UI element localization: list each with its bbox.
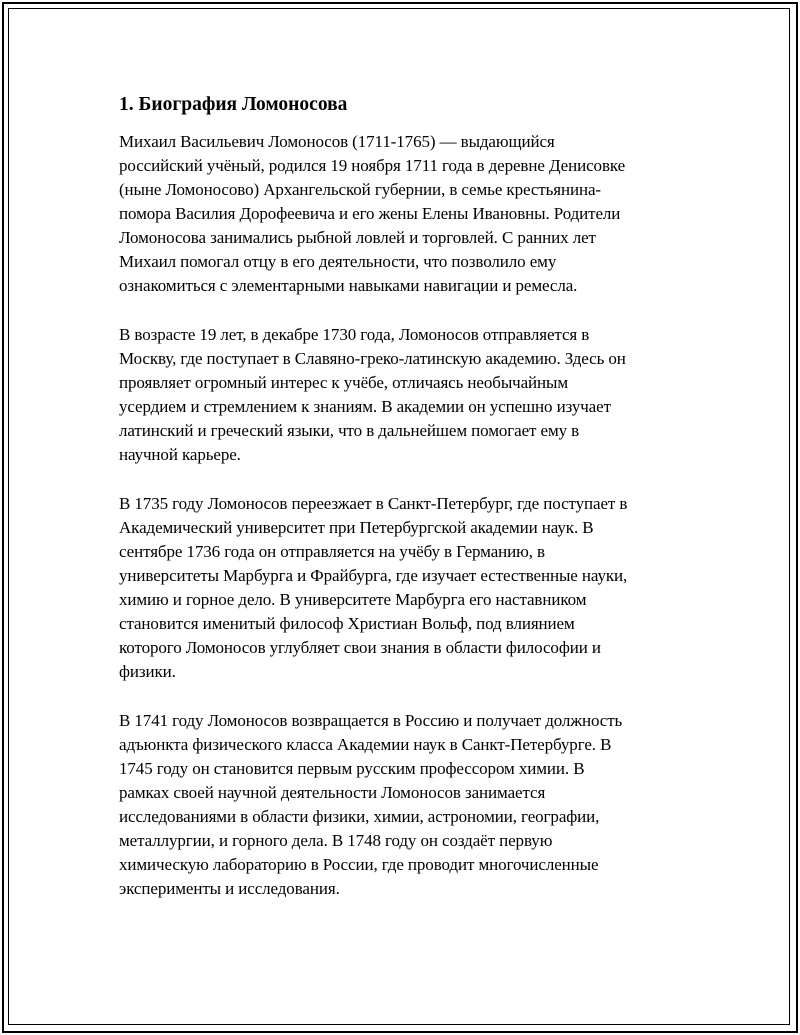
text-line: В 1741 году Ломоносов возвращается в Россию и получает должность [119, 711, 623, 730]
text-line: усердием и стремлением к знаниям. В академии он успешно изучает [119, 397, 611, 416]
paragraph-3 [119, 492, 694, 684]
text-line: сентябре 1736 года он отправляется на учёбу в Германию, в [119, 542, 545, 561]
text-line: Москву, где поступает в Славяно-греко-латинскую академию. Здесь он [119, 349, 626, 368]
text-line: научной карьере. [119, 445, 241, 464]
text-line: (ныне Ломоносово) Архангельской губернии, в семье крестьянина- [119, 180, 601, 199]
text-line: Ломоносова занимались рыбной ловлей и торговлей. С ранних лет [119, 228, 596, 247]
paragraph-2 [119, 323, 694, 467]
text-line: Михаил Васильевич Ломоносов (1711-1765) — выдающийся [119, 132, 555, 151]
paragraph-1 [119, 130, 694, 298]
text-line: химию и горное дело. В университете Марбурга его наставником [119, 590, 587, 609]
text-line: 1745 году он становится первым русским профессором химии. В [119, 759, 585, 778]
text-line: латинский и греческий языки, что в дальнейшем помогает ему в [119, 421, 580, 440]
text-line: Михаил помогал отцу в его деятельности, что позволило ему [119, 252, 557, 271]
text-line: физики. [119, 662, 176, 681]
text-line: Академический университет при Петербургской академии наук. В [119, 518, 594, 537]
text-line: исследованиями в области физики, химии, астрономии, географии, [119, 807, 600, 826]
text-line: металлургии, и горного дела. В 1748 году он создаёт первую [119, 831, 553, 850]
text-line: становится именитый философ Христиан Вольф, под влиянием [119, 614, 575, 633]
text-line: химическую лабораторию в России, где проводит многочисленные [119, 855, 599, 874]
text-line: В возрасте 19 лет, в декабре 1730 года, Ломоносов отправляется в [119, 325, 590, 344]
text-line: которого Ломоносов углубляет свои знания в области философии и [119, 638, 601, 657]
text-line: ознакомиться с элементарными навыками навигации и ремесла. [119, 276, 578, 295]
section-heading: 1. Биография Ломоносова [119, 94, 348, 115]
text-line: университеты Марбурга и Фрайбурга, где изучает естественные науки, [119, 566, 628, 585]
paragraph-4 [119, 709, 694, 901]
text-line: адъюнкта физического класса Академии наук в Санкт-Петербурге. В [119, 735, 612, 754]
text-line: В 1735 году Ломоносов переезжает в Санкт-Петербург, где поступает в [119, 494, 628, 513]
text-line: проявляет огромный интерес к учёбе, отличаясь необычайным [119, 373, 569, 392]
text-line: эксперименты и исследования. [119, 879, 340, 898]
text-line: рамках своей научной деятельности Ломоносов занимается [119, 783, 546, 802]
text-line: помора Василия Дорофеевича и его жены Елены Ивановны. Родители [119, 204, 621, 223]
document-page [119, 92, 694, 926]
text-line: российский учёный, родился 19 ноября 1711 года в деревне Денисовке [119, 156, 626, 175]
